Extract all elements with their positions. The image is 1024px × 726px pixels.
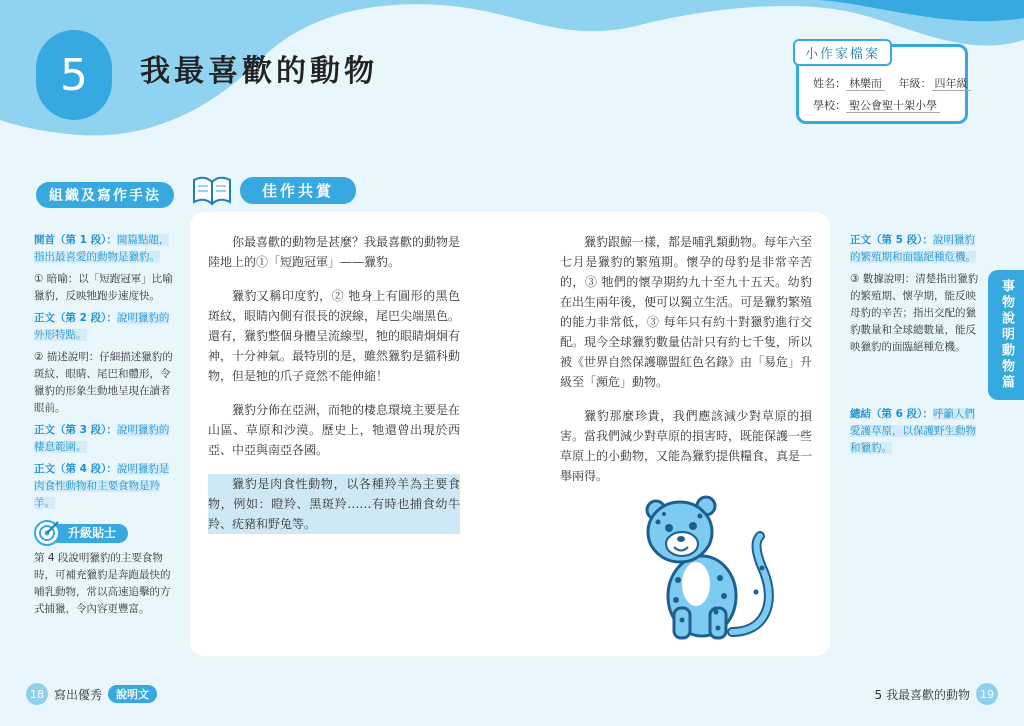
essay-heading: 佳作共賞 — [240, 177, 356, 204]
essay-column-1 — [208, 232, 460, 548]
book-title: 寫出優秀 — [54, 687, 103, 702]
note-8 — [850, 271, 982, 356]
essay-paragraph: 獵豹那麼珍貴，我們應該減少對草原的損害。當我們減少對草原的損害時，既能保護一些草原上的小動物，又能為獵豹提供糧食，真是一舉兩得。 — [560, 409, 813, 483]
footer-right — [875, 683, 998, 705]
grade-value: 四年級 — [932, 77, 971, 91]
note-text: ① 暗喻：以「短跑冠軍」比喻獵豹，反映牠跑步速度快。 — [34, 273, 173, 302]
note-text: ③ 數據說明：清楚指出獵豹的繁殖期、懷孕期，能反映母豹的辛苦；指出交配的獵豹數量和全球總數量，能反映獵豹的面臨絕種危機。 — [850, 273, 979, 353]
chapter-number: 5 — [36, 30, 112, 120]
note-1 — [34, 232, 176, 266]
note-text: 呼籲人們愛護草原，以保護野生動物和獵豹。 — [850, 408, 976, 454]
note-section: 正文（第 2 段）： — [34, 312, 117, 324]
note-text: 說明獵豹的繁殖期和面臨絕種危機。 — [850, 234, 976, 263]
note-section: 總結（第 6 段）： — [850, 408, 933, 420]
page-number-left: 18 — [26, 683, 48, 705]
essay-paragraph: 你最喜歡的動物是甚麼？我最喜歡的動物是陸地上的①「短跑冠軍」——獵豹。 — [208, 235, 461, 269]
cheetah-illustration — [636, 492, 786, 644]
right-sidebar-notes — [850, 232, 982, 462]
note-text: ② 描述說明：仔細描述獵豹的斑紋、眼睛、尾巴和體形，令獵豹的形象生動地呈現在讀者眼前。 — [34, 351, 173, 414]
note-text: 開篇點題，指出最喜愛的動物是獵豹。 — [34, 234, 170, 263]
tips-header — [34, 520, 176, 546]
profile-name-row — [813, 75, 971, 91]
left-sidebar-heading: 組織及寫作手法 — [36, 182, 174, 208]
grade-label: 年級： — [898, 77, 932, 90]
left-sidebar-notes — [34, 232, 176, 623]
section-tab-line1: 事物說明 — [999, 279, 1014, 343]
target-icon — [34, 520, 60, 546]
tips-text: 第 4 段說明獵豹的主要食物時，可補充獵豹是奔跑最快的哺乳動物，常以高速追擊的方式捕獵，令內容更豐富。 — [34, 552, 171, 615]
note-section: 正文（第 3 段）： — [34, 424, 117, 436]
note-2 — [34, 271, 176, 305]
page-number-right: 19 — [976, 683, 998, 705]
note-section: 開首（第 1 段）： — [34, 234, 117, 246]
page-title: 我最喜歡的動物 — [140, 54, 378, 89]
open-book-icon — [190, 172, 234, 208]
school-label: 學校： — [813, 99, 846, 112]
note-6 — [34, 461, 176, 512]
section-tab[interactable] — [988, 270, 1024, 400]
note-3 — [34, 310, 176, 344]
essay-paragraph: 獵豹又稱印度豹，② 牠身上有圓形的黑色斑紋，眼睛內側有很長的淚線，尾巴尖端黑色。還有，獵豹整個身體呈流線型，牠的眼睛炯炯有神，十分神氣。最特別的是，雖然獵豹是貓科動物，但是牠的爪子竟然不能伸縮！ — [208, 289, 461, 383]
profile-header: 小作家檔案 — [793, 39, 892, 66]
note-section: 正文（第 5 段）： — [850, 234, 933, 246]
note-7 — [850, 232, 982, 266]
tips-heading: 升級貼士 — [48, 524, 128, 543]
section-tab-line2: 動物篇 — [999, 343, 1014, 391]
essay-column-2 — [560, 232, 812, 500]
note-section: 正文（第 4 段）： — [34, 463, 117, 475]
name-label: 姓名： — [813, 77, 846, 90]
author-profile-card — [796, 44, 968, 124]
profile-school-row — [813, 97, 940, 113]
note-9 — [850, 406, 982, 457]
note-text: 說明獵豹是肉食性動物和主要食物是羚羊。 — [34, 463, 170, 509]
chapter-footer-title: 5 我最喜歡的動物 — [874, 687, 970, 702]
note-4 — [34, 349, 176, 417]
essay-paragraph: 獵豹跟鯨一樣，都是哺乳類動物。每年六至七月是獵豹的繁殖期。懷孕的母豹是非常辛苦的，③ 牠們的懷孕期約九十至九十五天。幼豹在出生兩年後，便可以獨立生活。可是獵豹繁殖的能力非常低，③ 每年只有約十對獵豹進行交配。現今全球獵豹數量估計只有約七千隻，所以被《世界自然保護聯盟紅色名錄》由「易危」升級至「瀕危」動物。 — [560, 235, 813, 389]
note-text: 說明獵豹的棲息範圍。 — [34, 424, 170, 453]
note-5 — [34, 422, 176, 456]
essay-paragraph-highlighted: 獵豹是肉食性動物，以各種羚羊為主要食物，例如：瞪羚、黑斑羚……有時也捕食幼牛羚、疣豬和野兔等。 — [208, 474, 460, 534]
footer-left — [26, 683, 157, 705]
essay-header — [190, 172, 356, 208]
essay-paragraph: 獵豹分佈在亞洲，而牠的棲息環境主要是在山區、草原和沙漠。歷史上，牠還曾出現於西亞、中亞與南亞各國。 — [208, 403, 461, 457]
note-text: 說明獵豹的外形特點。 — [34, 312, 170, 341]
school-value: 聖公會聖十架小學 — [846, 99, 940, 113]
book-genre-pill: 說明文 — [108, 685, 157, 703]
name-value: 林樂而 — [846, 77, 885, 91]
